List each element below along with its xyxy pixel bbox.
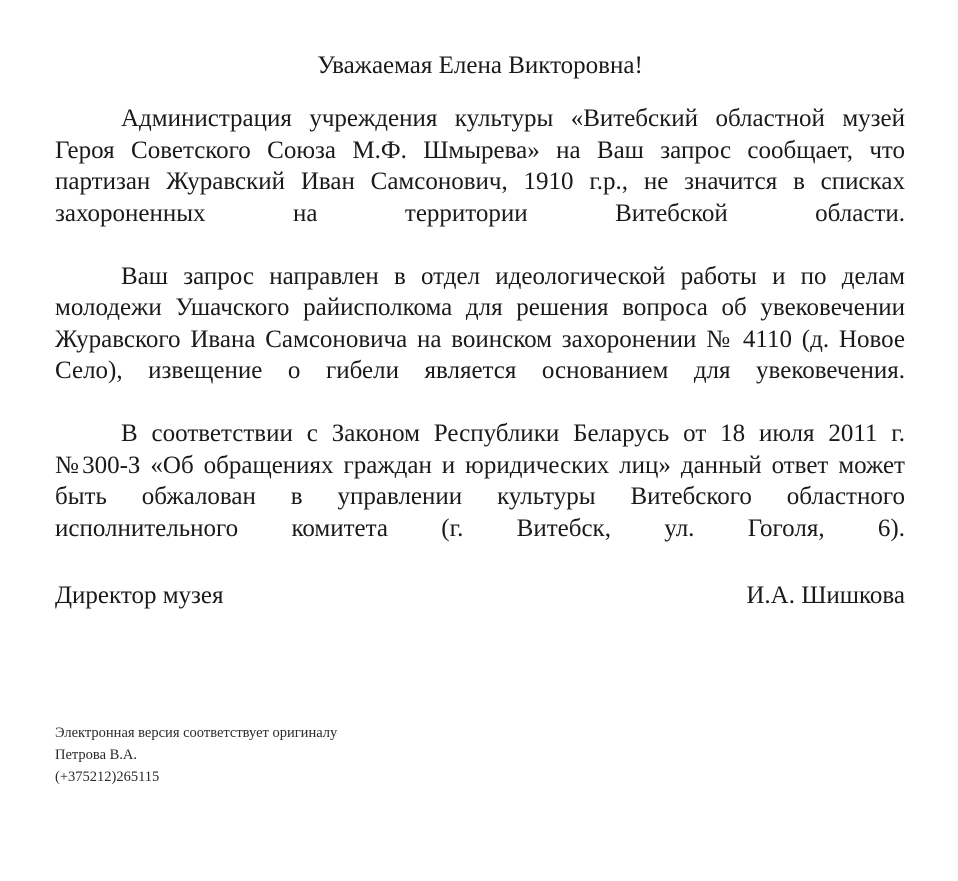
body-paragraph-3: В соответствии с Законом Республики Беларусь от 18 июля 2011 г. №300-З «Об обращениях граждан и юридических лиц» данный ответ может быть обжалован в управлении культуры Витебского областного исполнительного комитета (г. Витебск, ул. Гоголя, 6). bbox=[55, 420, 905, 542]
footer-executor-name: Петрова В.А. bbox=[55, 747, 138, 763]
footer-phone-number: (+375212)265115 bbox=[55, 769, 160, 785]
footer-electronic-copy-notice: Электронная версия соответствует оригиналу bbox=[55, 725, 338, 741]
body-paragraph-2: Ваш запрос направлен в отдел идеологической работы и по делам молодежи Ушачского райисполкома для решения вопроса об увековечении Журавского Ивана Самсоновича на воинском захоронении № 4110 (д. Новое Село), извещение о гибели является основанием для увековечения. bbox=[55, 262, 905, 384]
body-paragraph-1: Администрация учреждения культуры «Витебский областной музей Героя Советского Союза М.Ф. Шмырева» на Ваш запрос сообщает, что партизан Журавский Иван Самсонович, 1910 г.р., не значится в списках захороненных на территории Витебской области. bbox=[55, 105, 905, 227]
footer-note bbox=[55, 722, 655, 788]
document-body bbox=[55, 103, 905, 576]
signatory-name: И.А. Шишкова bbox=[746, 582, 905, 609]
signature-block bbox=[55, 580, 905, 611]
document-text-column bbox=[55, 0, 905, 576]
salutation-heading: Уважаемая Елена Викторовна! bbox=[317, 52, 643, 79]
signatory-title: Директор музея bbox=[55, 582, 224, 609]
